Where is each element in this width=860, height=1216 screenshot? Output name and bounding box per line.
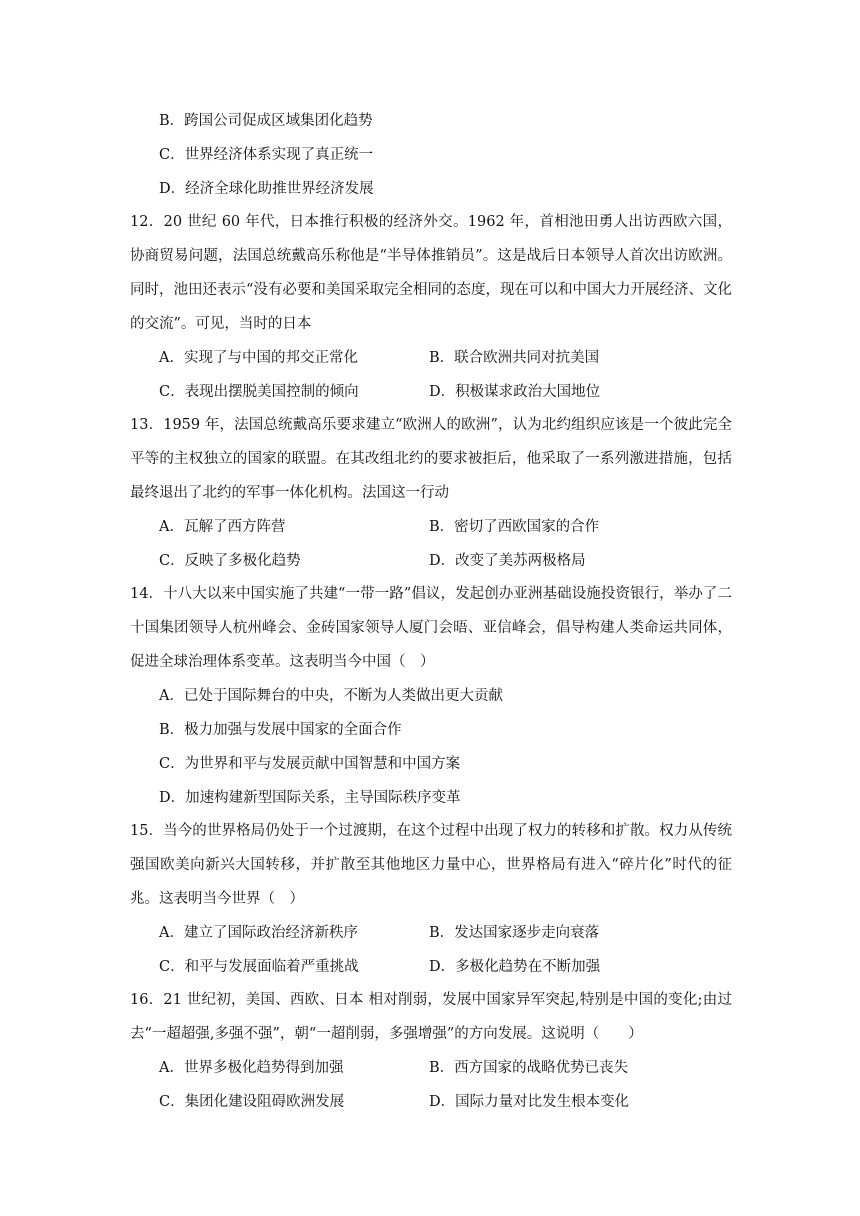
q14-option-a: A．已处于国际舞台的中央，不断为人类做出更大贡献 xyxy=(159,688,503,704)
q15-stem: 15．当今的世界格局仍处于一个过渡期，在这个过程中出现了权力的转移和扩散。权力从传统强国欧美向新兴大国转移，并扩散至其他地区力量中心，世界格局有进入“碎片化”时代的征兆。这表明当今世界（ ） xyxy=(130,823,732,907)
q12-option-c: C．表现出摆脱美国控制的倾向 xyxy=(159,384,359,400)
q14-option-d: D．加速构建新型国际关系，主导国际秩序变革 xyxy=(159,790,461,806)
q14-stem: 14．十八大以来中国实施了共建“一带一路”倡议，发起创办亚洲基础设施投资银行，举办了二十国集团领导人杭州峰会、金砖国家领导人厦门会晤、亚信峰会，倡导构建人类命运共同体，促进全球治理体系变革。这表明当今中国（ ） xyxy=(130,586,732,670)
q13-option-a: A．瓦解了西方阵营 xyxy=(159,519,286,535)
q12-option-d: D．积极谋求政治大国地位 xyxy=(429,384,601,400)
q13-option-b: B．密切了西欧国家的合作 xyxy=(429,519,600,535)
q15-option-d: D．多极化趋势在不断加强 xyxy=(429,959,601,975)
q11-option-b: B．跨国公司促成区域集团化趋势 xyxy=(159,113,373,129)
q16-option-d: D．国际力量对比发生根本变化 xyxy=(429,1094,630,1110)
q13-option-d: D．改变了美苏两极格局 xyxy=(429,553,586,569)
q12-option-b: B．联合欧洲共同对抗美国 xyxy=(429,350,600,366)
q11-option-d: D．经济全球化助推世界经济发展 xyxy=(159,181,374,197)
q16-stem: 16．21 世纪初，美国、西欧、日本 相对削弱，发展中国家异军突起,特别是中国的变化;由过去“一超超强,多强不强”，朝“一超削弱，多强增强”的方向发展。这说明（ ） xyxy=(130,992,732,1042)
q16-option-a: A．世界多极化趋势得到加强 xyxy=(159,1060,344,1076)
q13-option-c: C．反映了多极化趋势 xyxy=(159,553,301,569)
q15-option-a: A．建立了国际政治经济新秩序 xyxy=(159,925,358,941)
q15-option-c: C．和平与发展面临着严重挑战 xyxy=(159,959,359,975)
q11-option-c: C．世界经济体系实现了真正统一 xyxy=(159,147,374,163)
q14-option-c: C．为世界和平与发展贡献中国智慧和中国方案 xyxy=(159,756,461,772)
q16-option-b: B．西方国家的战略优势已丧失 xyxy=(429,1060,629,1076)
q16-option-c: C．集团化建设阻碍欧洲发展 xyxy=(159,1094,345,1110)
q12-option-a: A．实现了与中国的邦交正常化 xyxy=(159,350,358,366)
q14-option-b: B．极力加强与发展中国家的全面合作 xyxy=(159,722,402,738)
q15-option-b: B．发达国家逐步走向衰落 xyxy=(429,925,600,941)
q12-stem: 12．20 世纪 60 年代，日本推行积极的经济外交。1962 年，首相池田勇人出访西欧六国，协商贸易问题，法国总统戴高乐称他是“半导体推销员”。这是战后日本领导人首次出访欧洲。同时，池田还表示“没有必要和美国采取完全相同的态度，现在可以和中国大力开展经济、文化的交流”。可见，当时的日本 xyxy=(130,214,732,332)
q13-stem: 13．1959 年，法国总统戴高乐要求建立“欧洲人的欧洲”，认为北约组织应该是一个彼此完全平等的主权独立的国家的联盟。在其改组北约的要求被拒后，他采取了一系列激进措施，包括最终退出了北约的军事一体化机构。法国这一行动 xyxy=(130,417,732,501)
